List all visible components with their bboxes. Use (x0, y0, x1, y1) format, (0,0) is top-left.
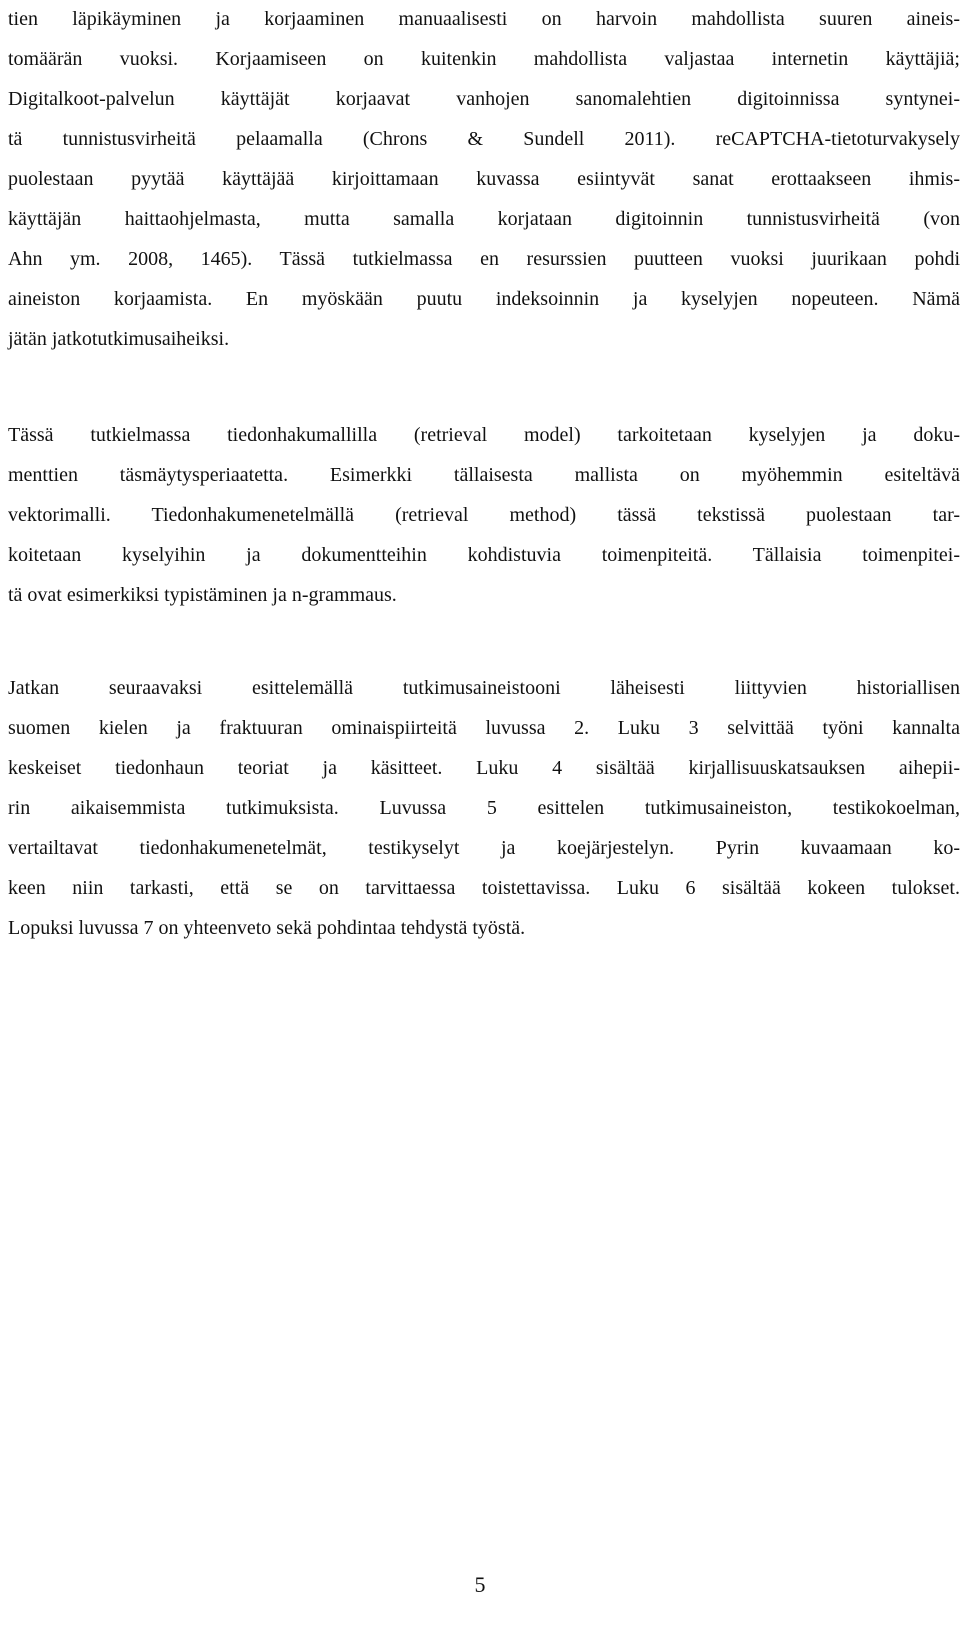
paragraph-2 (8, 415, 960, 615)
text-line: käyttäjän haittaohjelmasta, mutta samalla korjataan digitoinnin tunnistusvirheitä (von (8, 208, 960, 230)
text-line: keen niin tarkasti, että se on tarvittaessa toistettavissa. Luku 6 sisältää kokeen tulokset. (8, 877, 960, 899)
page-number: 5 (474, 1572, 486, 1597)
text-line: vertailtavat tiedonhakumenetelmät, testikyselyt ja koejärjestelyn. Pyrin kuvaamaan ko- (8, 837, 960, 859)
text-line: menttien täsmäytysperiaatetta. Esimerkki tällaisesta mallista on myöhemmin esiteltävä (8, 464, 960, 486)
text-line: aineiston korjaamista. En myöskään puutu indeksoinnin ja kyselyjen nopeuteen. Nämä (8, 288, 960, 310)
text-line: tä ovat esimerkiksi typistäminen ja n-grammaus. (8, 584, 397, 606)
text-line: Tässä tutkielmassa tiedonhakumallilla (retrieval model) tarkoitetaan kyselyjen ja doku- (8, 424, 960, 446)
text-line: Lopuksi luvussa 7 on yhteenveto sekä pohdintaa tehdystä työstä. (8, 917, 526, 939)
text-line: jätän jatkotutkimusaiheiksi. (8, 328, 230, 350)
paragraph-1 (8, 0, 960, 359)
text-line: tien läpikäyminen ja korjaaminen manuaalisesti on harvoin mahdollista suuren aineis- (8, 8, 960, 30)
text-line: suomen kielen ja fraktuuran ominaispiirteitä luvussa 2. Luku 3 selvittää työni kannalta (8, 717, 960, 739)
document-page (8, 0, 960, 1632)
text-line: Jatkan seuraavaksi esittelemällä tutkimusaineistooni läheisesti liittyvien historiallisen (8, 677, 960, 699)
text-line: Digitalkoot-palvelun käyttäjät korjaavat vanhojen sanomalehtien digitoinnissa syntynei- (8, 88, 960, 110)
text-line: tä tunnistusvirheitä pelaamalla (Chrons & Sundell 2011). reCAPTCHA-tietoturvakysely (8, 128, 960, 150)
text-line: tomäärän vuoksi. Korjaamiseen on kuitenkin mahdollista valjastaa internetin käyttäjiä; (8, 48, 960, 70)
paragraph-3 (8, 668, 960, 948)
text-line: vektorimalli. Tiedonhakumenetelmällä (retrieval method) tässä tekstissä puolestaan tar- (8, 504, 960, 526)
text-line: koitetaan kyselyihin ja dokumentteihin kohdistuvia toimenpiteitä. Tällaisia toimenpitei- (8, 544, 960, 566)
text-line: keskeiset tiedonhaun teoriat ja käsitteet. Luku 4 sisältää kirjallisuuskatsauksen aihepii- (8, 757, 960, 779)
text-line: Ahn ym. 2008, 1465). Tässä tutkielmassa en resurssien puutteen vuoksi juurikaan pohdi (8, 248, 960, 270)
text-line: rin aikaisemmista tutkimuksista. Luvussa 5 esittelen tutkimusaineiston, testikokoelman, (8, 797, 960, 819)
text-line: puolestaan pyytää käyttäjää kirjoittamaan kuvassa esiintyvät sanat erottaakseen ihmis- (8, 168, 960, 190)
